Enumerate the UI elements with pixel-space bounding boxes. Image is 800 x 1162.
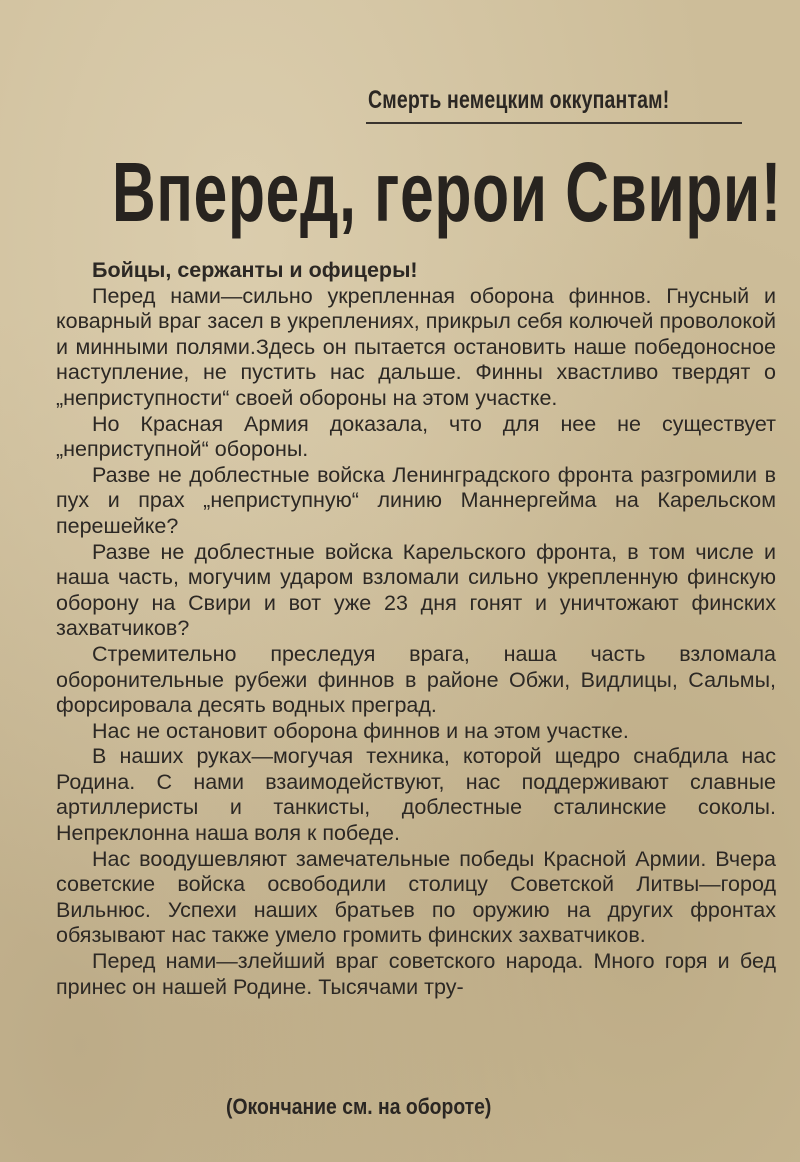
paragraph: Перед нами—сильно укрепленная оборона финнов. Гнусный и коварный враг засел в укреплениях, прикрыл себя колючей проволокой и минными полями.Здесь он пытается остановить наше победоносное наступление, не пустить нас дальше. Финны хвастливо твердят о „неприступности“ своей обороны на этом участке. <box>56 283 776 410</box>
article-body <box>56 258 776 1000</box>
page-title: Вперед, герои Свири! <box>112 145 782 239</box>
greeting-line: Бойцы, сержанты и офицеры! <box>92 258 418 282</box>
paragraph: Стремительно преследуя врага, наша часть взломала оборонительные рубежи финнов в районе Обжи, Видлицы, Сальмы, форсировала десять водных преград. <box>56 641 776 718</box>
paragraph: Но Красная Армия доказала, что для нее не существует „неприступной“ обороны. <box>56 411 776 462</box>
paragraph: Нас не остановит оборона финнов и на этом участке. <box>92 718 629 743</box>
paragraph: Разве не доблестные войска Ленинградского фронта разгромили в пух и прах „неприступную“ линию Маннергейма на Карельском перешейке? <box>56 462 776 538</box>
paragraph: Разве не доблестные войска Карельского фронта, в том числе и наша часть, могучим ударом взломали сильно укрепленную финскую оборону на Свири и вот уже 23 дня гонят и уничтожают финских захватчиков? <box>56 539 776 641</box>
paragraph: Нас воодушевляют замечательные победы Красной Армии. Вчера советские войска освободили столицу Советской Литвы—город Вильнюс. Успехи наших братьев по оружию на других фронтах обязывают нас также умело громить финских захватчиков. <box>56 846 776 948</box>
continuation-note: (Окончание см. на обороте) <box>226 1094 492 1119</box>
paragraph: В наших руках—могучая техника, которой щедро снабдила нас Родина. С нами взаимодействуют, нас поддерживают славные артиллеристы и танкисты, доблестные сталинские соколы. Непреклонна наша воля к победе. <box>56 744 776 846</box>
slogan: Смерть немецким оккупантам! <box>368 86 670 114</box>
paragraph: Перед нами—злейший враг советского народа. Много горя и бед принес он нашей Родине. Тысячами тру- <box>56 949 776 999</box>
slogan-underline <box>366 122 742 124</box>
